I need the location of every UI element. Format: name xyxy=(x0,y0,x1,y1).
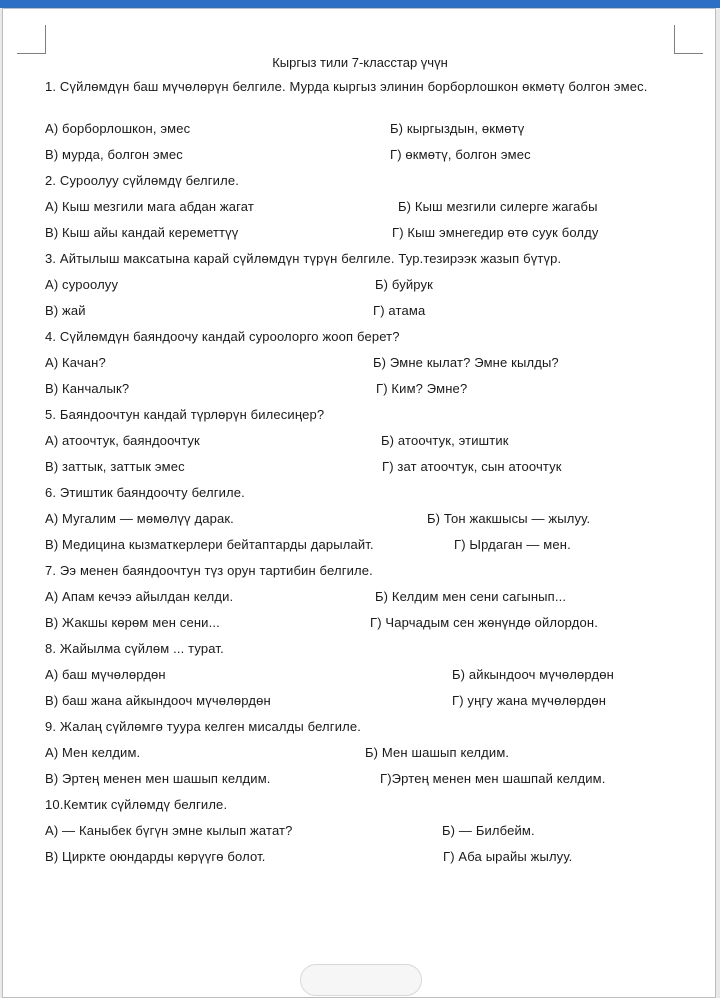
option: В) баш жана айкындооч мүчөлөрдөн xyxy=(45,693,271,708)
option: А) атоочтук, баяндоочтук xyxy=(45,433,200,448)
option-row xyxy=(45,303,685,329)
option-row xyxy=(45,277,685,303)
crop-mark-top-left xyxy=(17,25,46,54)
option: Б) Кыш мезгили силерге жагабы xyxy=(398,199,598,214)
option: Г) Аба ырайы жылуу. xyxy=(443,849,573,864)
option: Г) Ким? Эмне? xyxy=(376,381,468,396)
crop-mark-top-right xyxy=(674,25,703,54)
option-row xyxy=(45,225,685,251)
option-row xyxy=(45,771,685,797)
option-row xyxy=(45,537,685,563)
option: В) Жакшы көрөм мен сени... xyxy=(45,615,220,630)
option-row xyxy=(45,823,685,849)
option: В) Кыш айы кандай кереметтүү xyxy=(45,225,239,240)
option: А) Мен келдим. xyxy=(45,745,141,760)
question-list xyxy=(45,79,685,875)
question-text: 1. Сүйлөмдүн баш мүчөлөрүн белгиле. Мурда кыргыз элинин борборлошкон өкмөтү болгон эмес. xyxy=(45,79,648,94)
option: В) заттык, заттык эмес xyxy=(45,459,185,474)
question-text: 6. Этиштик баяндоочту белгиле. xyxy=(45,485,245,500)
question-text: 7. Ээ менен баяндоочтун түз орун тартибин белгиле. xyxy=(45,563,373,578)
option: А) борборлошкон, эмес xyxy=(45,121,191,136)
option-row xyxy=(45,849,685,875)
option: В) мурда, болгон эмес xyxy=(45,147,183,162)
option: Б) Эмне кылат? Эмне кылды? xyxy=(373,355,559,370)
option: Г) атама xyxy=(373,303,426,318)
option-row xyxy=(45,355,685,381)
option: В) Медицина кызматкерлери бейтаптарды дарылайт. xyxy=(45,537,374,552)
top-accent-bar xyxy=(0,0,720,8)
option: Б) — Билбейм. xyxy=(442,823,535,838)
option-row xyxy=(45,615,685,641)
option: В) Циркте оюндарды көрүүгө болот. xyxy=(45,849,266,864)
option-row xyxy=(45,667,685,693)
option: Г) Чарчадым сен жөнүндө ойлордон. xyxy=(370,615,598,630)
option: А) суроолуу xyxy=(45,277,119,292)
question-text: 3. Айтылыш максатына карай сүйлөмдүн түрүн белгиле. Тур.тезирээк жазып бүтүр. xyxy=(45,251,562,266)
option: Б) кыргыздын, өкмөтү xyxy=(390,121,525,136)
option-row xyxy=(45,745,685,771)
option: А) Кыш мезгили мага абдан жагат xyxy=(45,199,254,214)
option: Б) буйрук xyxy=(375,277,434,292)
document-title: Кыргыз тили 7-класстар үчүн xyxy=(272,55,448,70)
option: Б) Келдим мен сени сагынып... xyxy=(375,589,567,604)
option: В) Канчалык? xyxy=(45,381,130,396)
option: Г) өкмөтү, болгон эмес xyxy=(390,147,531,162)
option-row xyxy=(45,199,685,225)
option-row xyxy=(45,511,685,537)
option-row xyxy=(45,433,685,459)
option: Г) уңгу жана мүчөлөрдөн xyxy=(452,693,607,708)
question-text: 4. Сүйлөмдүн баяндоочу кандай суроолорго жооп берет? xyxy=(45,329,400,344)
question-text: 2. Суроолуу сүйлөмдү белгиле. xyxy=(45,173,239,188)
option: Г) Кыш эмнегедир өтө суук болду xyxy=(392,225,599,240)
question-text: 8. Жайылма сүйлөм ... турат. xyxy=(45,641,224,656)
option: Б) айкындооч мүчөлөрдөн xyxy=(452,667,614,682)
option: Г) зат атоочтук, сын атоочтук xyxy=(382,459,562,474)
option-row xyxy=(45,121,685,147)
document-page xyxy=(2,8,716,998)
option: А) Качан? xyxy=(45,355,106,370)
question-text: 5. Баяндоочтун кандай түрлөрүн билесиңер? xyxy=(45,407,325,422)
option: А) баш мүчөлөрдөн xyxy=(45,667,166,682)
option-row xyxy=(45,381,685,407)
option-row xyxy=(45,693,685,719)
option-row xyxy=(45,589,685,615)
option: Б) Мен шашып келдим. xyxy=(365,745,510,760)
question-text: 10.Кемтик сүйлөмдү белгиле. xyxy=(45,797,228,812)
page-nav-handle[interactable] xyxy=(300,964,422,996)
option: Б) Тон жакшысы — жылуу. xyxy=(427,511,591,526)
option: А) — Каныбек бүгүн эмне кылып жатат? xyxy=(45,823,293,838)
option: В) Эртең менен мен шашып келдим. xyxy=(45,771,271,786)
option: Г)Эртең менен мен шашпай келдим. xyxy=(380,771,606,786)
option: В) жай xyxy=(45,303,86,318)
option: А) Мугалим — мөмөлүү дарак. xyxy=(45,511,234,526)
option-row xyxy=(45,147,685,173)
option: А) Апам кечээ айылдан келди. xyxy=(45,589,234,604)
option: Б) атоочтук, этиштик xyxy=(381,433,509,448)
question-text: 9. Жалаң сүйлөмгө туура келген мисалды белгиле. xyxy=(45,719,361,734)
option-row xyxy=(45,459,685,485)
option: Г) Ырдаган — мен. xyxy=(454,537,571,552)
